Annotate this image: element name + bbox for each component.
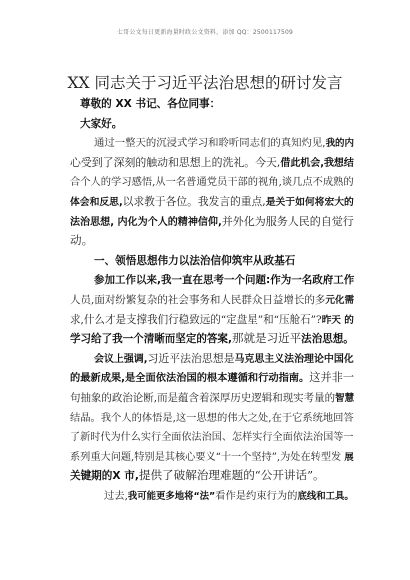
text-line: [70, 388, 354, 408]
bold-text-run: 是关于如何将宏大的: [265, 196, 354, 208]
bold-text-run: 尊敬的 XX 书记、各位同事：: [80, 98, 221, 110]
text-run: 过去,: [104, 489, 128, 502]
text-line: [70, 329, 354, 349]
text-line: [70, 133, 354, 153]
page-title: XX 同志关于习近平法治思想的研讨发言: [67, 74, 343, 92]
bold-text-run: 智慧: [335, 392, 355, 404]
text-line: [70, 114, 354, 134]
bold-text-run: 底线和工具。: [297, 490, 354, 502]
text-run: 求,什么才是支撑我们行稳致远的“定盘星”和“压舱石”?: [70, 313, 322, 326]
text-line: [70, 212, 354, 232]
text-run: 了新时代为什么实行全面依法治国、怎样实行全面依法治国等一: [70, 432, 354, 444]
text-line: [70, 231, 354, 251]
bold-text-run: 体会和反思,: [70, 196, 123, 208]
text-line: [70, 270, 354, 290]
text-line: [70, 349, 354, 369]
document-body: [70, 94, 354, 505]
bold-text-run: 会议上强调,: [94, 353, 148, 365]
text-line: [70, 172, 354, 192]
text-line: [70, 368, 354, 388]
text-line: [70, 290, 354, 310]
text-line: [70, 486, 354, 506]
text-line: [70, 310, 354, 330]
bold-text-run: 大家好。: [80, 117, 123, 130]
text-line: [70, 192, 354, 212]
bold-text-run: 元化需: [325, 294, 355, 306]
text-run: 习近平法治思想是: [147, 351, 235, 365]
bold-text-run: 参加工作以来,: [94, 274, 161, 287]
text-line: [70, 153, 354, 173]
bold-text-run: 我一直在思考一个问题:: [161, 274, 271, 287]
text-run: 以求教于各位。我发言的重点,: [122, 194, 266, 208]
text-run: 合个人的学习感悟,从一名普通党员干部的视角,谈几点不成熟的: [70, 176, 354, 189]
bold-text-run: 昨天 的: [321, 314, 354, 326]
bold-text-run: 展: [341, 451, 354, 463]
text-run: 并外化为服务人民的自觉行: [221, 214, 354, 228]
text-run: 系列重大问题,特别是其核心要义“十一个坚持”,为处在转型发: [70, 451, 342, 463]
text-line: [70, 427, 354, 447]
header-note: 七哥公文每日更新海量时政公文资料，添加 QQ：2500117509: [116, 29, 294, 36]
text-run: 动。: [70, 233, 94, 248]
text-run: 心受到了深刻的触动和思想上的洗礼。今天,: [70, 155, 281, 169]
text-run: 提供了破解治理难题的“公开讲话”。: [138, 468, 325, 483]
text-run: 人员,面对纷繁复杂的社会事务和人民群众日益增长的多: [70, 293, 326, 306]
text-run: 通过一整天的沉浸式学习和聆听同志们的真知灼见,: [94, 137, 326, 150]
text-line: [70, 251, 354, 271]
text-line: [70, 408, 354, 428]
text-run: 这并非一: [309, 371, 355, 385]
bold-text-run: 关键期的X 市,: [70, 470, 139, 483]
bold-text-run: 内化为个人的精神信仰,: [114, 216, 222, 228]
text-line: [70, 466, 354, 486]
bold-text-run: 作为一名政府工作: [270, 274, 355, 287]
text-run: 句抽象的政治论断,而是蕴含着深厚历史逻辑和现实考量的: [70, 391, 336, 404]
text-line: [70, 94, 354, 114]
text-run: 结晶。我个人的体悟是,这一思想的伟大之处,在于它系统地回答: [70, 411, 354, 424]
bold-text-run: 马克思主义法治理论中国化: [234, 353, 354, 365]
text-line: [70, 447, 354, 467]
text-run: 那就是习近平: [231, 331, 302, 346]
bold-text-run: 我想结: [323, 157, 354, 169]
text-run: 看作是约束行为的: [215, 489, 298, 502]
bold-text-run: 的最新成果,是全面依法治国的根本遵循和行动指南。: [70, 372, 310, 385]
bold-text-run: 法治思想,: [70, 216, 115, 228]
bold-text-run: 我可能更多地将“法”: [127, 490, 216, 502]
bold-text-run: 一、领悟思想伟力以法治信仰筑牢从政基石: [94, 254, 296, 267]
bold-text-run: 我的内: [325, 138, 355, 150]
bold-text-run: 法治思想。: [301, 333, 354, 346]
bold-text-run: 学习给了我一个清晰而坚定的答案,: [70, 333, 232, 346]
bold-text-run: 借此机会,: [280, 157, 324, 169]
